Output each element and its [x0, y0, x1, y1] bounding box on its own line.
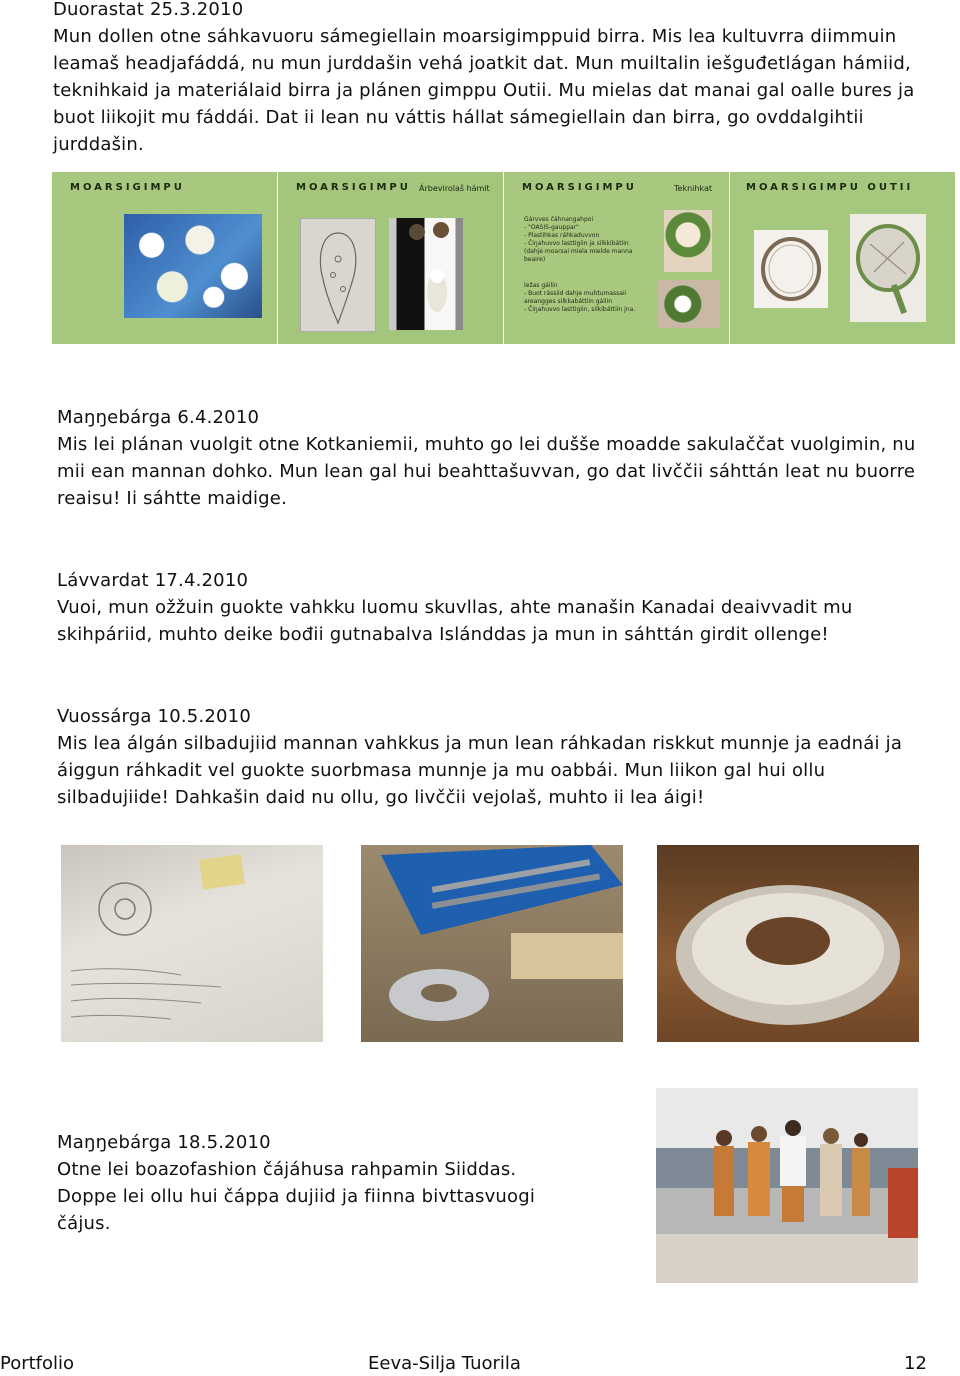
- entry-line: reaisu! Ii sáhtte maidige.: [57, 488, 288, 509]
- flower-arrangement-photo: [664, 210, 712, 272]
- entry-line: skihpáriid, muhto deike bođii gutnabalva Islánddas ja mun in sáhttán girdit ollenge!: [57, 624, 829, 645]
- entry-line: Mun dollen otne sáhkavuoru sámegiellain moarsigimppuid birra. Mis lea kultuvrra diimmuin: [53, 26, 897, 47]
- wedding-couple-photo: [389, 218, 463, 330]
- poster-panel-3: [504, 172, 729, 344]
- entry-date: Duorastat 25.3.2010: [53, 0, 244, 20]
- entry-line: teknihkaid ja materiálaid birra ja plánen gimppu Outii. Mu mielas dat manai gal oalle bures ja: [53, 80, 915, 101]
- technique-line: Gárvves čáhnangahpoi: [524, 216, 594, 223]
- technique-line: beaire): [524, 256, 546, 263]
- entry-line: Otne lei boazofashion čájáhusa rahpamin Siiddas.: [57, 1159, 517, 1180]
- poster-panel-subtitle: Árbevirolaš hámit: [419, 184, 490, 193]
- diary-entry-6-4-2010: [57, 404, 916, 512]
- crown-icon: [850, 214, 926, 322]
- techniques-list-2: [524, 282, 635, 314]
- teardrop-sketch-icon: [301, 219, 375, 331]
- poster-panel-title: MOARSIGIMPU OUTII: [746, 182, 914, 193]
- finished-crown-photo: [850, 214, 926, 322]
- entry-line: áiggun ráhkadit vel guokte suorbmasa munnje ja mu oabbái. Mun liikon gal hui ollu: [57, 760, 826, 781]
- technique-line: - "OASIS-gauppar": [524, 224, 579, 231]
- entry-line: Doppe lei ollu hui čáppa dujiid ja fiinna bivttasvuogi: [57, 1186, 536, 1207]
- diary-entry-10-5-2010: [57, 703, 902, 811]
- bridal-flowers-photo: [124, 214, 262, 318]
- technique-line: areangges silkkabáttiin gáilin: [524, 298, 613, 305]
- poster-panel-4: [730, 172, 955, 344]
- poster-panel-1: [52, 172, 277, 344]
- technique-line: Iežas gáilin: [524, 282, 558, 289]
- technique-line: - Čiŋahuvvo lasttigiin, silkibáttiin jna.: [524, 306, 636, 313]
- entry-line: mii ean mannan dohko. Mun lean gal hui beahttašuvvan, go dat livččii sáhttán leat nu buorre: [57, 461, 916, 482]
- wreath-making-photo: [658, 280, 720, 328]
- entry-line: jurddašin.: [53, 134, 144, 155]
- entry-line: Mis lei plánan vuolgit otne Kotkaniemii, muhto go lei dušše moadde sakulaččat vuolgimin, nu: [57, 434, 916, 455]
- bouquet-icon: [389, 218, 463, 330]
- silver-disc-icon: [657, 845, 919, 1042]
- entry-date: Vuossárga 10.5.2010: [57, 706, 251, 727]
- tools-and-disc-icon: [361, 845, 623, 1042]
- entry-date: Lávvardat 17.4.2010: [57, 570, 249, 591]
- techniques-list-1: [524, 216, 632, 264]
- entry-date: Maŋŋebárga 18.5.2010: [57, 1132, 271, 1153]
- footer-portfolio-label: Portfolio: [0, 1353, 75, 1374]
- page-number: 12: [904, 1353, 927, 1374]
- entry-line: Mis lea álgán silbadujiid mannan vahkkus ja mun lean ráhkadan riskkut munnje ja eadnái ja: [57, 733, 903, 754]
- diary-entry-18-5-2010: [57, 1129, 535, 1237]
- poster-panel-title: MOARSIGIMPU: [296, 182, 411, 193]
- entry-line: buot liikojit mu fáddái. Dat ii lean nu váttis hállat sámegiellain dan birra, go ovddalgihtii: [53, 107, 864, 128]
- diary-entry-25-3-2010: [53, 0, 914, 158]
- technique-line: - Plastihkas ráhkaduvvon: [524, 232, 600, 239]
- poster-panel-subtitle: Teknihkat: [674, 184, 712, 193]
- diary-entry-17-4-2010: [57, 567, 853, 648]
- entry-line: Vuoi, mun ožžuin guokte vahkku luomu skuvllas, ahte manašin Kanadai deaivvadit mu: [57, 597, 853, 618]
- silver-design-sketch-photo: [61, 845, 323, 1042]
- entry-line: silbadujiide! Dahkašin daid nu ollu, go livččii vejolaš, muhto ii lea áigi!: [57, 787, 705, 808]
- silversmith-tools-photo: [361, 845, 623, 1042]
- silver-disc-closeup-photo: [657, 845, 919, 1042]
- poster-panel-2: [278, 172, 503, 344]
- technique-line: - Buot rássiid dahje muhtumassaii: [524, 290, 627, 297]
- entry-line: leamaš headjafáddá, nu mun jurddašin vehá joatkit dat. Mun muiltalin iešguđetlágan hámiid,: [53, 53, 911, 74]
- entry-line: čájus.: [57, 1213, 111, 1234]
- models-on-stage-icon: [656, 1088, 918, 1283]
- fashion-show-photo: [656, 1088, 918, 1283]
- footer-author-name: Eeva-Silja Tuorila: [368, 1353, 521, 1374]
- woven-ring-photo: [754, 230, 828, 308]
- bouquet-sketch: [300, 218, 376, 332]
- technique-line: (dahje moarsai miela mielde manna: [524, 248, 633, 255]
- technique-line: - Čiŋahuvvo lasttigiin ja silkkibátiin: [524, 240, 629, 247]
- poster-panel-title: MOARSIGIMPU: [70, 182, 185, 193]
- poster-panel-title: MOARSIGIMPU: [522, 182, 637, 193]
- ring-icon: [754, 230, 828, 308]
- entry-date: Maŋŋebárga 6.4.2010: [57, 407, 260, 428]
- moarsigimpu-poster: [52, 172, 955, 344]
- sketch-paper-icon: [61, 845, 323, 1042]
